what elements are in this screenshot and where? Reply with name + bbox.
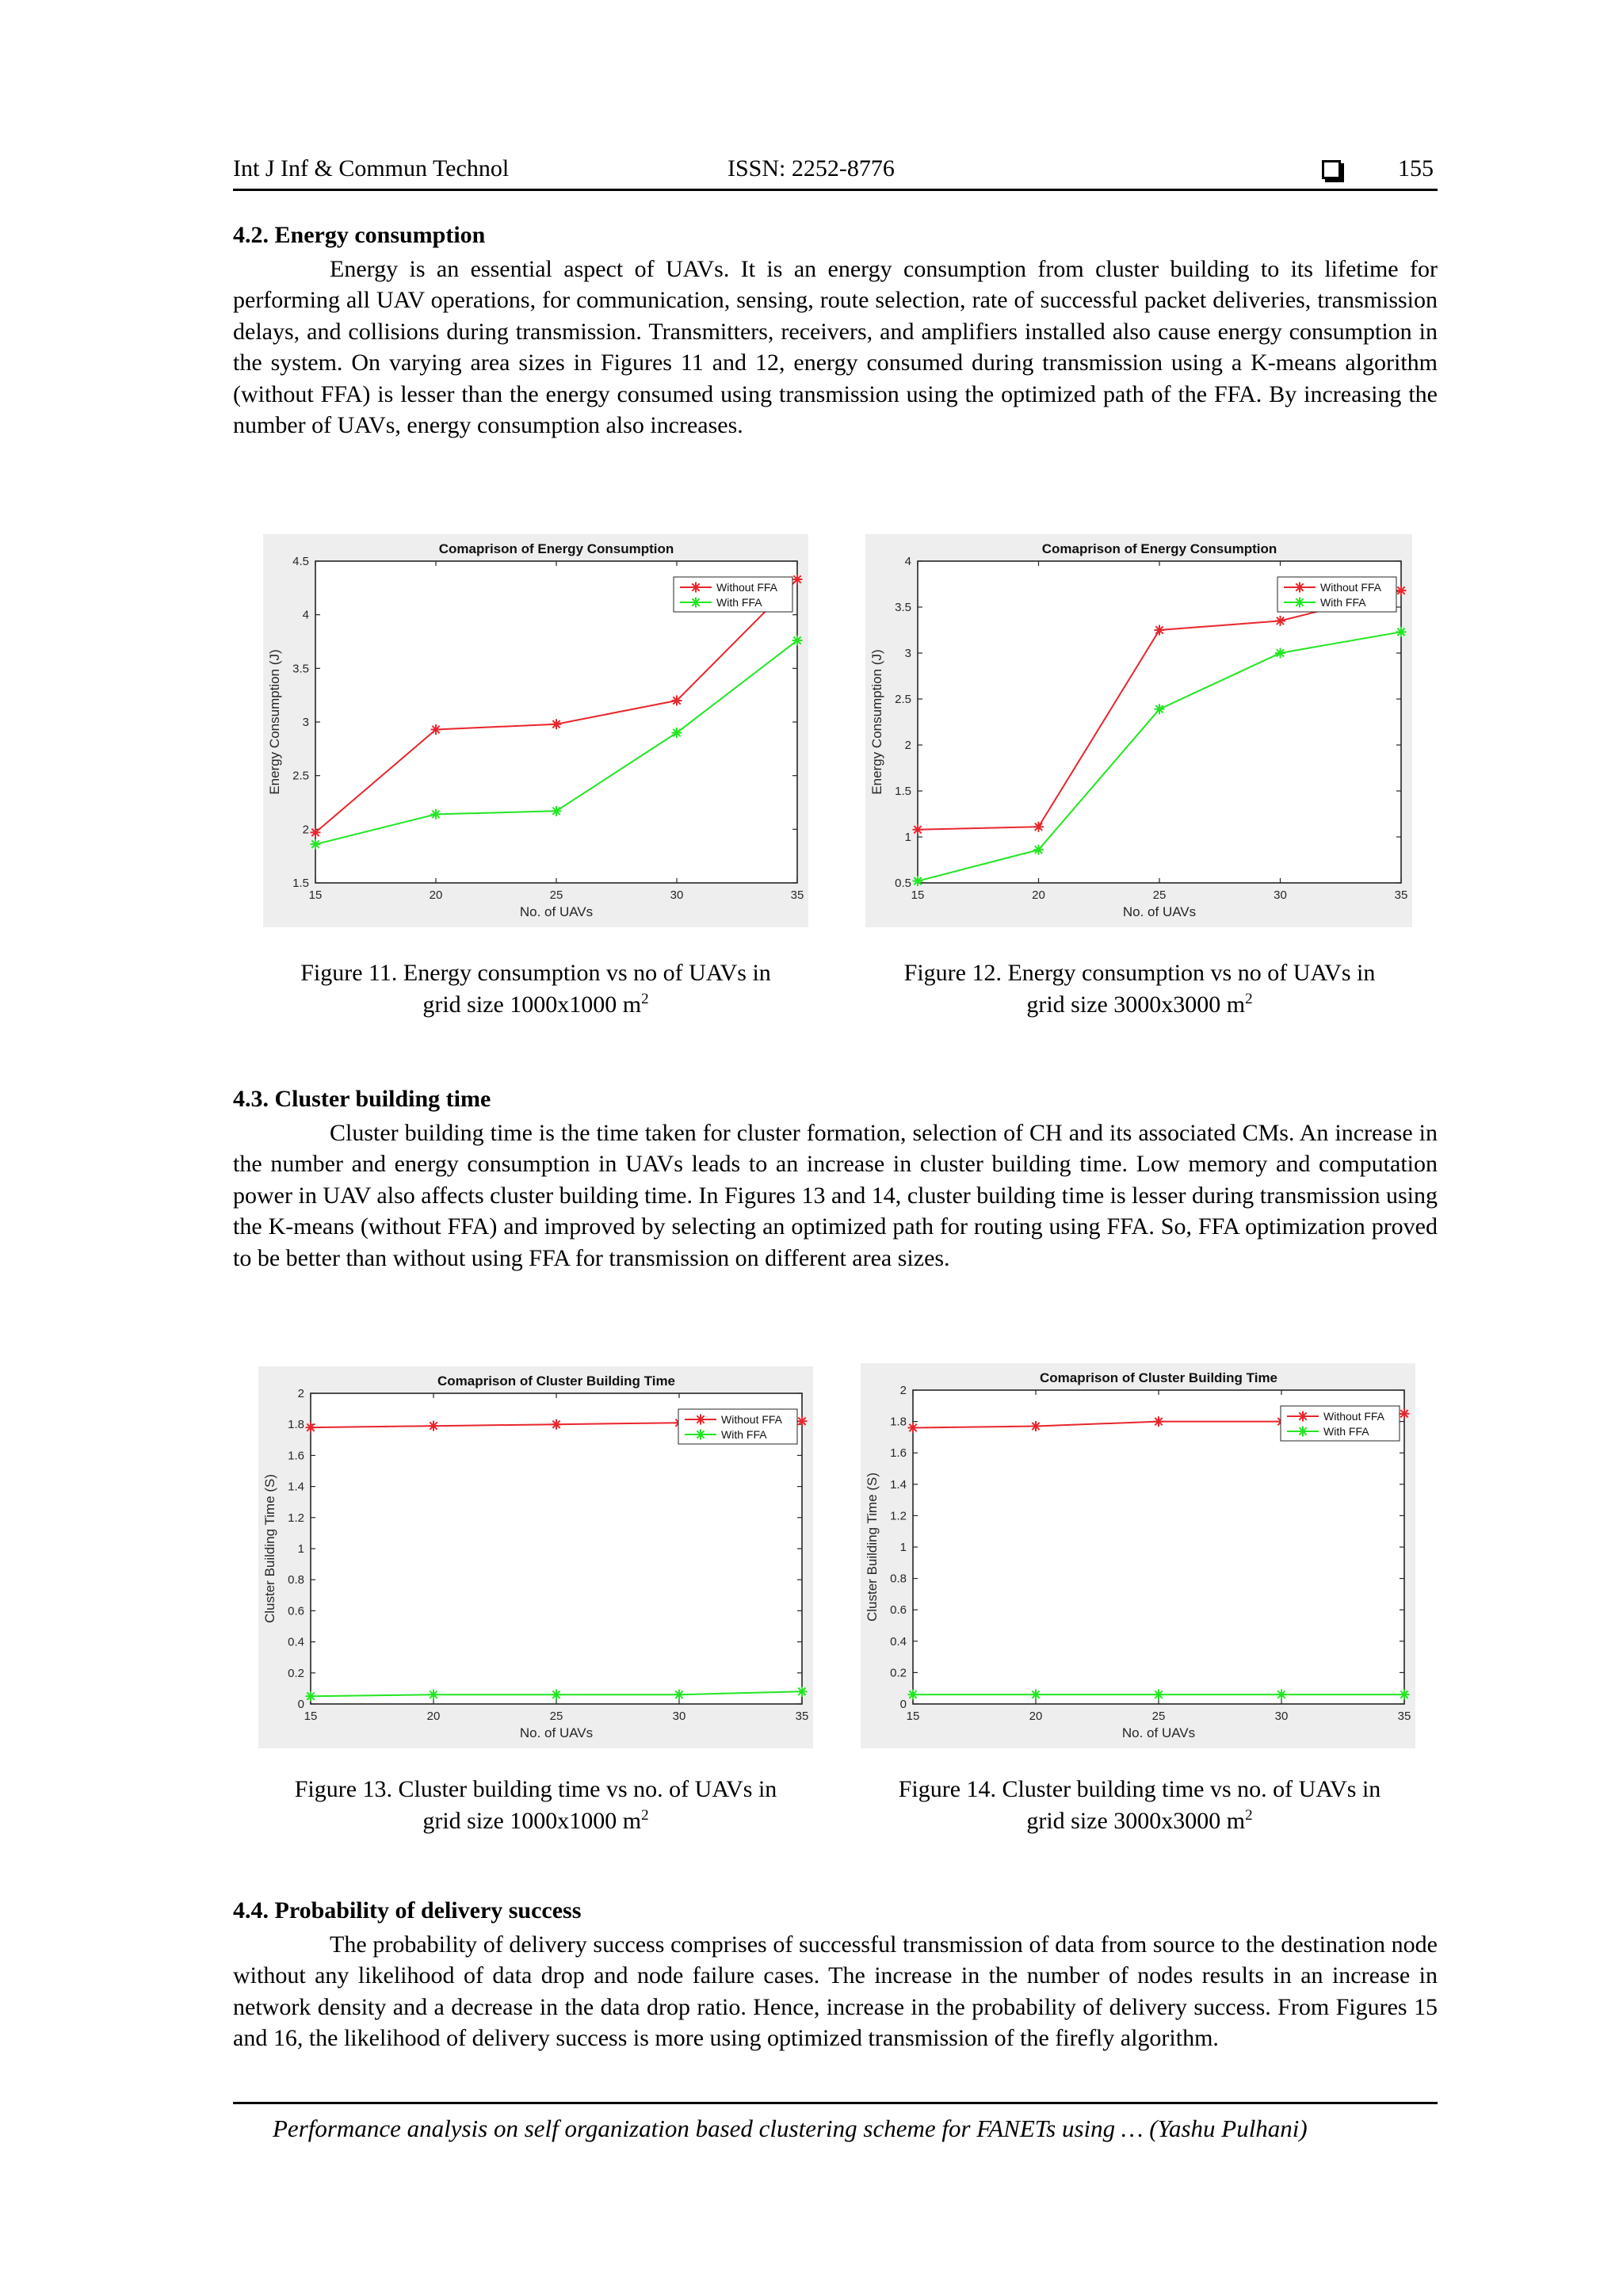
data-point	[306, 1691, 316, 1702]
cluster-time-chart-3000	[861, 1363, 1415, 1748]
legend-label: With FFA	[1323, 1425, 1369, 1438]
x-tick-label: 15	[911, 888, 925, 902]
data-point	[1154, 1690, 1164, 1700]
data-point	[1275, 616, 1285, 626]
figure-12	[865, 534, 1412, 927]
data-point	[1275, 648, 1285, 659]
x-tick-label: 35	[795, 1710, 809, 1723]
x-tick-label: 30	[1274, 1710, 1289, 1723]
data-point	[797, 1416, 808, 1427]
data-point	[1155, 704, 1165, 714]
data-point	[1396, 627, 1407, 637]
y-tick-label: 2	[904, 739, 911, 752]
x-tick-label: 20	[1032, 888, 1045, 902]
y-tick-label: 1.4	[890, 1477, 907, 1492]
x-axis-label: No. of UAVs	[519, 904, 594, 919]
data-point	[429, 1421, 439, 1431]
figure-13	[258, 1366, 813, 1748]
y-tick-label: 1.6	[288, 1449, 304, 1463]
data-point	[306, 1423, 316, 1433]
y-tick-label: 0	[297, 1698, 304, 1711]
figure-11-caption: Figure 11. Energy consumption vs no of UAVs in grid size 1000x1000 $m^2$	[300, 960, 771, 1018]
legend-marker	[1295, 598, 1305, 608]
x-axis-label: No. of UAVs	[1122, 904, 1197, 919]
x-tick-label: 15	[304, 1710, 318, 1723]
data-point	[1277, 1690, 1287, 1700]
data-point	[552, 1690, 562, 1700]
section-text-cluster: Cluster building time is the time taken for cluster formation, selection of CH and its associated CMs. An increase in the number and energy consumption in UAVs leads to an increase in cluster building time. Low memory and computation power in UAV also affects cluster building time. In Figures 13 and 14, cluster building time is lesser during transmission using the K-means (without FFA) and improved by selecting an optimized path for routing using FFA. So, FFA optimization proved to be better than without using FFA for transmission on different area sizes.	[233, 1120, 1438, 1271]
data-point	[431, 809, 441, 819]
chart-title: Comaprison of Cluster Building Time	[1039, 1370, 1278, 1385]
y-tick-label: 4	[904, 555, 911, 568]
y-tick-label: 2	[297, 1387, 304, 1400]
data-point	[431, 724, 441, 735]
footer-citation: Performance analysis on self organization based clustering scheme for FANETs using … (Yashu Pulhani)	[273, 2115, 1308, 2142]
y-tick-label: 4.5	[292, 555, 309, 568]
data-point	[1031, 1421, 1041, 1431]
energy-chart-1000	[263, 534, 808, 927]
legend-marker	[696, 1415, 706, 1425]
legend-marker	[691, 583, 701, 593]
figure-12-caption: Figure 12. Energy consumption vs no of UAVs in grid size 3000x3000 $m^2$	[903, 960, 1376, 1018]
legend-label: Without FFA	[1320, 581, 1382, 594]
y-tick-label: 0.4	[288, 1635, 304, 1649]
x-tick-label: 35	[1394, 888, 1408, 902]
data-point	[674, 1690, 685, 1700]
x-tick-label: 25	[549, 1710, 563, 1723]
page-number: 155	[1398, 155, 1434, 181]
legend-label: Without FFA	[721, 1413, 783, 1426]
figure-14-caption: Figure 14. Cluster building time vs no. of UAVs in grid size 3000x3000 $m^2$	[898, 1776, 1381, 1834]
y-tick-label: 4	[302, 608, 309, 622]
y-tick-label: 0.2	[288, 1666, 304, 1680]
data-point	[1155, 625, 1165, 636]
data-point	[672, 728, 682, 738]
y-tick-label: 3.5	[895, 601, 911, 614]
section-heading-cluster: 4.3. Cluster building time	[233, 1086, 491, 1112]
y-tick-label: 2.5	[292, 769, 309, 783]
y-tick-label: 1.6	[890, 1446, 907, 1461]
y-tick-label: 2	[302, 823, 309, 837]
y-tick-label: 1.8	[288, 1418, 304, 1432]
data-point	[1396, 586, 1407, 596]
x-tick-label: 35	[790, 888, 804, 902]
x-tick-label: 15	[906, 1710, 920, 1723]
legend-marker	[696, 1430, 706, 1440]
data-point	[913, 876, 923, 886]
x-tick-label: 30	[672, 1710, 686, 1723]
chart-title: Comaprison of Energy Consumption	[1041, 541, 1277, 556]
data-point	[1400, 1408, 1410, 1419]
x-tick-label: 20	[1029, 1710, 1043, 1723]
data-point	[429, 1690, 439, 1700]
figure-11	[263, 534, 808, 927]
y-tick-label: 0.6	[288, 1604, 304, 1618]
y-tick-label: 1.8	[890, 1415, 907, 1429]
data-point	[908, 1690, 918, 1700]
data-point	[913, 824, 923, 835]
x-tick-label: 25	[1151, 1710, 1166, 1723]
legend-marker	[1298, 1427, 1308, 1437]
x-tick-label: 20	[426, 1710, 441, 1723]
data-point	[1031, 1690, 1041, 1700]
y-tick-label: 0.8	[890, 1572, 907, 1586]
x-tick-label: 30	[1274, 888, 1287, 902]
data-point	[311, 839, 321, 850]
data-point	[792, 575, 803, 585]
legend-label: With FFA	[721, 1428, 767, 1441]
legend-marker	[1298, 1412, 1308, 1422]
x-tick-label: 15	[308, 888, 323, 902]
y-tick-label: 1.4	[288, 1480, 304, 1494]
cluster-time-chart-1000	[258, 1366, 813, 1748]
data-point	[672, 695, 682, 705]
y-tick-label: 1.2	[288, 1511, 304, 1525]
legend-label: Without FFA	[716, 581, 778, 594]
data-point	[552, 806, 562, 816]
data-point	[552, 1419, 562, 1430]
x-tick-label: 30	[670, 888, 684, 902]
header-rule	[233, 189, 1438, 191]
section-text-energy: Energy is an essential aspect of UAVs. It is an energy consumption from cluster building to its lifetime for performing all UAV operations, for communication, sensing, route selection, rate of successful packet deliveries, transmission delays, and collisions during transmission. Transmitters, receivers, and amplifiers installed also cause energy consumption in the system. On varying area sizes in Figures 11 and 12, energy consumed during transmission using a K-means algorithm (without FFA) is lesser than the energy consumed using transmission using the optimized path of the FFA. By increasing the number of UAVs, energy consumption also increases.	[233, 256, 1438, 439]
data-point	[908, 1423, 918, 1433]
y-tick-label: 1.5	[895, 785, 911, 798]
figure-13-caption: Figure 13. Cluster building time vs no. of UAVs in grid size 1000x1000 $m^2$	[294, 1776, 777, 1834]
legend-label: Without FFA	[1323, 1410, 1385, 1423]
y-tick-label: 0.5	[895, 877, 911, 890]
figure-14	[861, 1363, 1415, 1748]
x-tick-label: 35	[1397, 1710, 1411, 1723]
chart-title: Comaprison of Cluster Building Time	[437, 1373, 676, 1389]
data-point	[552, 719, 562, 729]
energy-chart-3000	[865, 534, 1412, 927]
y-tick-label: 3	[302, 716, 309, 729]
data-point	[797, 1687, 808, 1697]
y-axis-label: Energy Consumption (J)	[267, 649, 282, 795]
y-tick-label: 1	[297, 1542, 304, 1556]
y-tick-label: 2.5	[895, 693, 911, 706]
y-axis-label: Cluster Building Time (S)	[865, 1472, 880, 1622]
y-tick-label: 1	[899, 1541, 907, 1554]
section-text-delivery: The probability of delivery success comprises of successful transmission of data from source to the destination node without any likelihood of data drop and node failure cases. The increase in the number of nodes results in an increase in network density and a decrease in the data drop ratio. Hence, increase in the probability of delivery success. From Figures 15 and 16, the likelihood of delivery success is more using optimized transmission of the firefly algorithm.	[233, 1931, 1438, 2052]
x-axis-label: No. of UAVs	[519, 1725, 594, 1740]
x-axis-label: No. of UAVs	[1121, 1725, 1196, 1740]
data-point	[1154, 1416, 1164, 1427]
x-tick-label: 25	[549, 888, 563, 902]
y-tick-label: 0.2	[890, 1666, 907, 1680]
x-tick-label: 20	[429, 888, 443, 902]
y-axis-label: Energy Consumption (J)	[869, 649, 884, 795]
y-tick-label: 1.2	[890, 1509, 907, 1523]
y-tick-label: 0.4	[890, 1634, 907, 1648]
data-point	[311, 827, 321, 838]
y-tick-label: 0.8	[288, 1573, 304, 1587]
data-point	[1033, 845, 1044, 855]
y-axis-label: Cluster Building Time (S)	[262, 1473, 277, 1624]
y-tick-label: 1	[904, 831, 911, 844]
legend-label: With FFA	[716, 596, 762, 609]
data-point	[1400, 1690, 1410, 1700]
legend-marker	[1295, 583, 1305, 593]
section-heading-delivery: 4.4. Probability of delivery success	[233, 1897, 582, 1924]
y-tick-label: 0	[899, 1698, 907, 1711]
issn: ISSN: 2252-8776	[727, 155, 895, 181]
chart-title: Comaprison of Energy Consumption	[438, 541, 674, 556]
y-tick-label: 3.5	[292, 662, 309, 676]
x-tick-label: 25	[1152, 888, 1167, 902]
journal-name: Int J Inf & Commun Technol	[233, 155, 510, 181]
y-tick-label: 2	[899, 1384, 907, 1397]
y-tick-label: 3	[904, 647, 911, 660]
box-icon	[1322, 157, 1341, 184]
section-heading-energy: 4.2. Energy consumption	[233, 222, 486, 248]
legend-marker	[691, 598, 701, 608]
data-point	[1033, 822, 1044, 832]
footer-rule	[233, 2102, 1438, 2104]
y-tick-label: 0.6	[890, 1603, 907, 1618]
y-tick-label: 1.5	[292, 877, 309, 890]
legend-label: With FFA	[1320, 596, 1366, 609]
data-point	[792, 636, 803, 646]
